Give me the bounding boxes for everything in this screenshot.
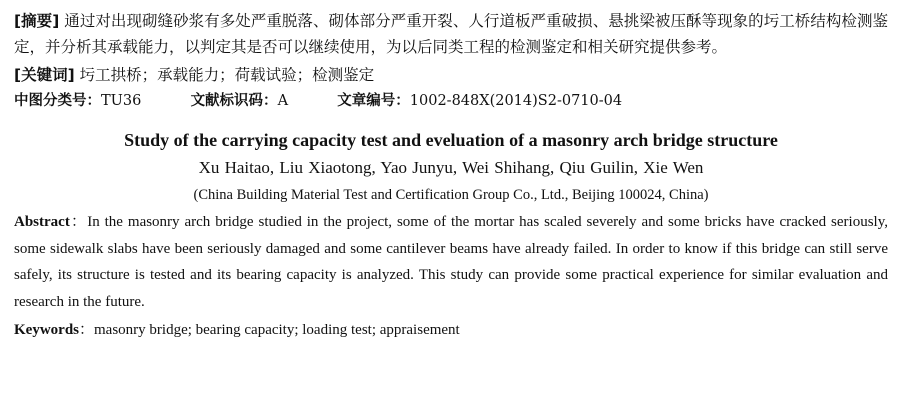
english-authors: Xu Haitao, Liu Xiaotong, Yao Junyu, Wei Shihang, Qiu Guilin, Xie Wen — [198, 158, 704, 177]
chinese-keywords — [14, 62, 888, 88]
english-keywords-label: Keywords — [14, 322, 79, 338]
chinese-abstract-text: 通过对出现砌缝砂浆有多处严重脱落、砌体部分严重开裂、人行道板严重破损、悬挑梁被压酥等现象的圬工桥结构检测鉴定，并分析其承载能力，以判定其是否可以继续使用，为以后同类工程的检测鉴定和相关研究提供参考。 — [14, 12, 888, 56]
chinese-keywords-label: [关键词] — [14, 66, 75, 84]
english-affiliation: (China Building Material Test and Certification Group Co., Ltd., Beijing 100024, China) — [193, 187, 709, 203]
classification-info — [14, 89, 888, 113]
clc-label: 中图分类号： — [14, 93, 101, 109]
chinese-abstract — [14, 8, 888, 60]
english-title: Study of the carrying capacity test and eveluation of a masonry arch bridge structure — [124, 130, 778, 150]
doc-code-value: A — [277, 93, 289, 109]
english-abstract-text: ：In the masonry arch bridge studied in the project, some of the mortar has scaled severely and some bricks have cracked seriously, some sidewalk slabs have been seriously damaged and some cantilever beams have already failed. In order to know if this bridge can still serve safely, its structure is tested and its bearing capacity is analyzed. This study can provide some practical experience for similar evaluation and research in the future. — [14, 214, 888, 310]
english-abstract — [14, 209, 888, 315]
doc-code-label: 文献标识码： — [190, 93, 278, 109]
english-keywords — [14, 317, 888, 343]
article-number-value: 1002-848X(2014)S2-0710-04 — [409, 93, 623, 109]
chinese-abstract-label: [摘要] — [14, 12, 60, 30]
english-abstract-label: Abstract — [14, 214, 70, 230]
article-number-label: 文章编号： — [337, 93, 410, 109]
chinese-keywords-text: 圬工拱桥；承载能力；荷载试验；检测鉴定 — [79, 66, 375, 84]
clc-value: TU36 — [101, 93, 142, 109]
english-keywords-text: ：masonry bridge; bearing capacity; loading test; appraisement — [79, 322, 460, 338]
